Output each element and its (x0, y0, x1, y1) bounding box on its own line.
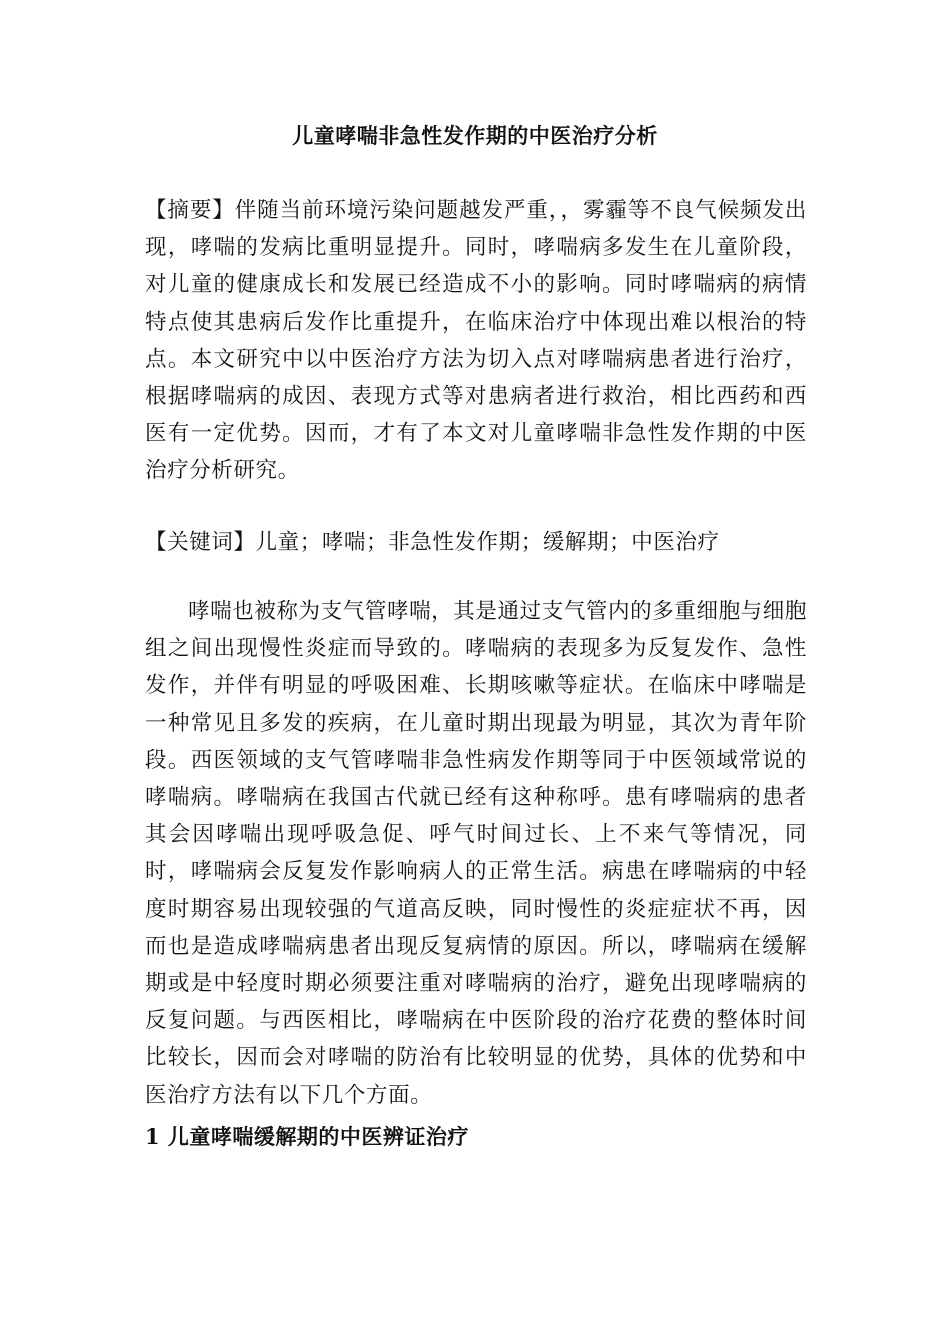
abstract-text: 伴随当前环境污染问题越发严重，，雾霾等不良气候频发出现，哮喘的发病比重明显提升。同时，哮喘病多发生在儿童阶段，对儿童的健康成长和发展已经造成不小的影响。同时哮喘病的病情特点使其患病后发作比重提升，在临床治疗中体现出难以根治的特点。本文研究中以中医治疗方法为切入点对哮喘病患者进行治疗，根据哮喘病的成因、表现方式等对患病者进行救治，相比西药和西医有一定优势。因而，才有了本文对儿童哮喘非急性发作期的中医治疗分析研究。 (145, 198, 807, 484)
body-paragraph: 哮喘也被称为支气管哮喘，其是通过支气管内的多重细胞与细胞组之间出现慢性炎症而导致的。哮喘病的表现多为反复发作、急性发作，并伴有明显的呼吸困难、长期咳嗽等症状。在临床中哮喘是一种常见且多发的疾病，在儿童时期出现最为明显，其次为青年阶段。西医领域的支气管哮喘非急性病发作期等同于中医领域常说的哮喘病。哮喘病在我国古代就已经有这种称呼。患有哮喘病的患者其会因哮喘出现呼吸急促、呼气时间过长、上不来气等情况，同时，哮喘病会反复发作影响病人的正常生活。病患在哮喘病的中轻度时期容易出现较强的气道高反映，同时慢性的炎症症状不再，因而也是造成哮喘病患者出现反复病情的原因。所以，哮喘病在缓解期或是中轻度时期必须要注重对哮喘病的治疗，避免出现哮喘病的反复问题。与西医相比，哮喘病在中医阶段的治疗花费的整体时间比较长，因而会对哮喘的防治有比较明显的优势，具体的优势和中医治疗方法有以下几个方面。 (145, 599, 807, 1108)
document-title: 儿童哮喘非急性发作期的中医治疗分析 (292, 123, 658, 148)
keywords (145, 524, 807, 561)
section-heading: 1 儿童哮喘缓解期的中医辨证治疗 (145, 1124, 469, 1149)
abstract (145, 192, 807, 490)
keywords-text: 儿童；哮喘；非急性发作期；缓解期；中医治疗 (255, 530, 720, 555)
keywords-label: 【关键词】 (145, 530, 256, 555)
abstract-label: 【摘要】 (145, 198, 235, 223)
